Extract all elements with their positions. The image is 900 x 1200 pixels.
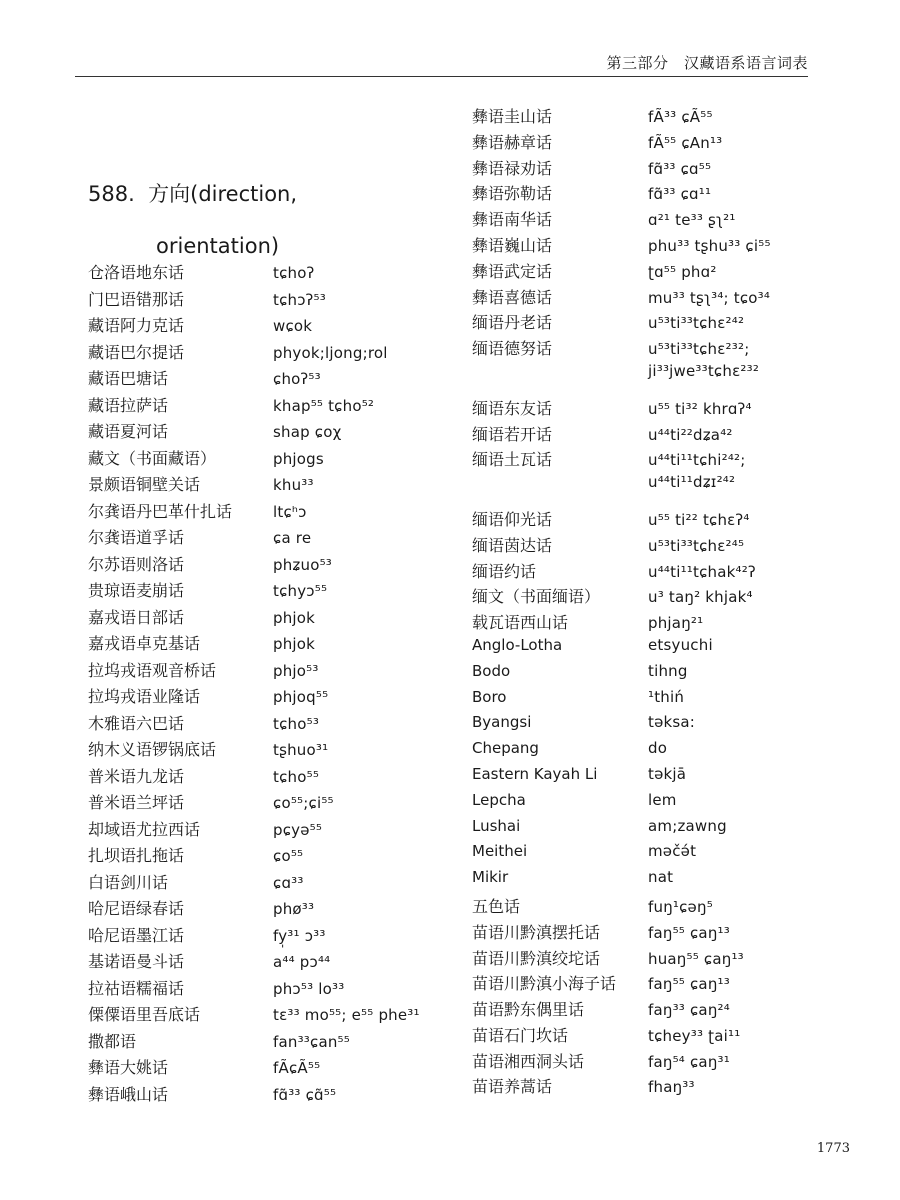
- language-name: Anglo-Lotha: [472, 635, 563, 654]
- language-name: 彝语圭山话: [472, 107, 553, 126]
- entry-row: [472, 662, 852, 688]
- language-name: 仓洛语地东话: [88, 263, 185, 282]
- language-name: 哈尼语绿春话: [88, 899, 185, 918]
- word-form: khu³³: [273, 476, 314, 494]
- entry-row: [472, 636, 852, 662]
- language-name: 拉坞戎语观音桥话: [88, 660, 217, 680]
- entry-row: [88, 658, 458, 685]
- entry-row: [472, 997, 852, 1023]
- language-name: 彝语巍山话: [472, 235, 553, 255]
- language-name: 苗语黔东偶里话: [472, 1000, 585, 1020]
- language-name: 拉祜语糯福话: [88, 978, 185, 998]
- language-name: Lushai: [472, 816, 521, 835]
- entry-row: [472, 1023, 852, 1049]
- section-title-line-1: [88, 168, 418, 220]
- entry-row: [88, 711, 458, 738]
- language-name: 缅语东友话: [472, 398, 553, 418]
- section-title-line-2: orientation): [156, 234, 280, 258]
- section-title: [88, 168, 418, 272]
- language-name: 藏语夏河话: [88, 422, 169, 441]
- entry-row: [472, 507, 852, 533]
- word-form: tɕhey³³ ʈai¹¹: [648, 1026, 741, 1045]
- word-form: u⁵⁵ ti²² tɕhɛʔ⁴: [648, 510, 750, 529]
- entry-row: [88, 366, 458, 393]
- section-title-text: 方向(direction,: [148, 182, 298, 206]
- word-form: tɛ³³ mo⁵⁵; e⁵⁵ phe³¹: [273, 1006, 420, 1024]
- language-name: 载瓦语西山话: [472, 613, 569, 633]
- language-name: 苗语川黔滇摆托话: [472, 922, 601, 942]
- word-form: təksa:: [648, 713, 696, 732]
- word-form: u⁵⁵ ti³² khrɑʔ⁴: [648, 399, 752, 418]
- word-form: am;zawng: [648, 816, 727, 835]
- word-form: ltɕʰɔ: [273, 502, 307, 521]
- word-form: do: [648, 739, 668, 758]
- word-form: ji³³jwe³³tɕhɛ²³²: [648, 361, 760, 380]
- word-form: ɕo⁵⁵: [273, 847, 304, 865]
- word-form: fuŋ¹ɕəŋ⁵: [648, 897, 713, 916]
- word-form: ɕo⁵⁵;ɕi⁵⁵: [273, 794, 334, 812]
- language-name: 苗语川黔滇小海子话: [472, 974, 617, 994]
- word-form: phʑuo⁵³: [273, 555, 333, 574]
- language-name: 尔龚语丹巴革什扎话: [88, 501, 233, 521]
- entry-row: [472, 259, 852, 285]
- word-form: faŋ³³ ɕaŋ²⁴: [648, 1001, 730, 1020]
- running-header: 第三部分 汉藏语系语言词表: [606, 54, 808, 72]
- entry-row: [88, 1082, 458, 1109]
- entry-row: [472, 817, 852, 843]
- right-column: [472, 104, 852, 1100]
- entry-row: [88, 1002, 458, 1029]
- language-name: 却域语尤拉西话: [88, 819, 201, 839]
- language-name: 彝语喜德话: [472, 287, 553, 307]
- entry-row: [88, 896, 458, 923]
- word-form: u⁵³ti³³tɕhɛ²⁴⁵: [648, 536, 745, 555]
- language-name: 藏语巴塘话: [88, 369, 169, 388]
- language-name: 彝语赫章话: [472, 132, 553, 152]
- word-form: phjoq⁵⁵: [273, 688, 329, 706]
- entry-row: [88, 923, 458, 950]
- entry-row: [88, 764, 458, 791]
- language-name: 门巴语错那话: [88, 289, 185, 309]
- word-form: tɕhyɔ⁵⁵: [273, 582, 328, 600]
- language-name: 贵琼语麦崩话: [88, 581, 185, 600]
- word-form: wɕok: [273, 317, 313, 335]
- entry-row: [472, 130, 852, 156]
- word-form: fÃɕÃ⁵⁵: [273, 1059, 321, 1077]
- language-name: 缅文（书面缅语）: [472, 587, 601, 607]
- language-name: 缅语约话: [472, 561, 537, 581]
- entry-row: [88, 631, 458, 658]
- word-form: faŋ⁵⁵ ɕaŋ¹³: [648, 975, 730, 994]
- language-name: 景颇语铜壁关话: [88, 475, 201, 494]
- word-form: u⁴⁴ti²²dʑa⁴²: [648, 425, 733, 444]
- language-name: 尔苏语则洛话: [88, 554, 185, 574]
- entry-row: [472, 181, 852, 207]
- entry-row: [88, 419, 458, 446]
- header-rule: [75, 76, 808, 77]
- word-form: ɕa re: [273, 529, 312, 547]
- word-form: fɑ̃³³ ɕɑ̃⁵⁵: [273, 1085, 337, 1104]
- word-form: fÃ⁵⁵ ɕAn¹³: [648, 133, 723, 152]
- word-form: phjogs: [273, 449, 324, 468]
- language-name: Eastern Kayah Li: [472, 764, 598, 783]
- entry-row: [472, 559, 852, 585]
- entry-row: [472, 207, 852, 233]
- entry-row: [88, 737, 458, 764]
- language-name: 拉坞戎语业隆话: [88, 687, 201, 706]
- language-name: 五色话: [472, 896, 521, 916]
- word-form: tɕhoʔ: [273, 264, 315, 282]
- language-name: 彝语峨山话: [88, 1084, 169, 1104]
- language-name: 撒都语: [88, 1031, 137, 1051]
- word-form: huaŋ⁵⁵ ɕaŋ¹³: [648, 949, 744, 968]
- word-form: phjok: [273, 608, 316, 627]
- entry-row: [88, 790, 458, 817]
- language-name: 白语剑川话: [88, 872, 169, 892]
- word-form: mu³³ tʂʅ³⁴; tɕo³⁴: [648, 288, 771, 307]
- language-name: 彝语南华话: [472, 210, 553, 230]
- entry-row: [472, 533, 852, 559]
- language-name: 缅语土瓦话: [472, 450, 553, 470]
- entry-row: [472, 868, 852, 894]
- language-name: Meithei: [472, 842, 528, 861]
- entry-row: [88, 976, 458, 1003]
- entry-row: [88, 340, 458, 367]
- language-name: Mikir: [472, 868, 509, 887]
- word-form: a⁴⁴ pɔ⁴⁴: [273, 953, 331, 971]
- language-name: Byangsi: [472, 713, 532, 732]
- entry-row: [88, 870, 458, 897]
- entry-row: [472, 1049, 852, 1075]
- entry-row: [88, 313, 458, 340]
- language-name: 彝语大姚话: [88, 1058, 169, 1077]
- word-form: faŋ⁵⁵ ɕaŋ¹³: [648, 923, 730, 942]
- word-form: tihng: [648, 661, 688, 680]
- entry-row: [88, 1055, 458, 1082]
- entry-row: [88, 949, 458, 976]
- language-name: Boro: [472, 687, 507, 706]
- language-name: 苗语石门坎话: [472, 1025, 569, 1045]
- word-form: məčə́t: [648, 842, 697, 861]
- entry-row: [88, 499, 458, 526]
- page-number: 1773: [816, 1141, 850, 1156]
- entry-row: [88, 472, 458, 499]
- word-form: phjo⁵³: [273, 661, 319, 680]
- entry-row: [472, 584, 852, 610]
- language-name: 傈僳语里吾底话: [88, 1005, 201, 1024]
- entry-row: [472, 285, 852, 311]
- word-form: tʂhuo³¹: [273, 741, 329, 759]
- word-form: phu³³ tʂhu³³ ɕi⁵⁵: [648, 236, 771, 255]
- word-form: ɕɑ³³: [273, 873, 304, 892]
- word-form: tɕho⁵⁵: [273, 767, 320, 786]
- language-name: 木雅语六巴话: [88, 713, 185, 733]
- language-name: 缅语丹老话: [472, 313, 553, 333]
- language-name: 嘉戎语日部话: [88, 607, 185, 627]
- word-form: tɕhɔʔ⁵³: [273, 290, 326, 309]
- entry-row: [472, 233, 852, 259]
- entry-row: [88, 446, 458, 473]
- word-form: tɕho⁵³: [273, 714, 320, 733]
- word-form: phø³³: [273, 900, 315, 918]
- word-form: u⁴⁴ti¹¹tɕhi²⁴²;: [648, 451, 746, 470]
- entry-row: [472, 310, 852, 336]
- word-form: fɑ̃³³ ɕɑ⁵⁵: [648, 159, 712, 178]
- language-name: 藏语拉萨话: [88, 395, 169, 415]
- left-column: [88, 260, 458, 1108]
- section-number: 588.: [88, 182, 135, 206]
- language-name: 缅语若开话: [472, 424, 553, 444]
- word-form: etsyuchi: [648, 635, 713, 654]
- entry-row: [472, 473, 852, 499]
- word-form: phyok;ljong;rol: [273, 343, 388, 362]
- word-form: fhaŋ³³: [648, 1078, 695, 1097]
- language-name: 尔龚语道孚话: [88, 528, 185, 547]
- language-name: 藏语巴尔提话: [88, 342, 185, 362]
- entry-row: [472, 362, 852, 388]
- word-form: lem: [648, 790, 677, 809]
- entry-row: [88, 578, 458, 605]
- entry-row: [472, 610, 852, 636]
- word-form: u⁵³ti³³tɕhɛ²³²;: [648, 340, 750, 359]
- entry-row: [88, 1029, 458, 1056]
- word-form: pɕyə⁵⁵: [273, 820, 323, 839]
- word-form: ʈɑ⁵⁵ phɑ²: [648, 262, 717, 281]
- word-form: ɕhoʔ⁵³: [273, 370, 321, 388]
- language-name: 藏文（书面藏语）: [88, 448, 217, 468]
- entry-row: [472, 422, 852, 448]
- entry-row: [88, 260, 458, 287]
- language-name: 藏语阿力克话: [88, 316, 185, 335]
- entry-row: [472, 447, 852, 473]
- entry-row: [472, 971, 852, 997]
- word-form: phjok: [273, 635, 316, 653]
- word-form: khap⁵⁵ tɕho⁵²: [273, 396, 375, 415]
- language-name: 彝语弥勒话: [472, 184, 553, 204]
- entry-row: [88, 393, 458, 420]
- entry-row: [472, 156, 852, 182]
- entry-row: [472, 894, 852, 920]
- language-name: Lepcha: [472, 790, 526, 809]
- language-name: 苗语川黔滇绞坨话: [472, 948, 601, 968]
- word-form: təkjā: [648, 764, 687, 783]
- word-form: shap ɕoχ: [273, 423, 342, 441]
- word-form: fÃ³³ ɕÃ⁵⁵: [648, 108, 713, 126]
- entry-row: [472, 946, 852, 972]
- word-form: ¹thiń: [648, 687, 685, 706]
- word-form: fɑ̃³³ ɕɑ¹¹: [648, 185, 712, 204]
- entry-row: [88, 843, 458, 870]
- word-form: phɔ⁵³ lo³³: [273, 979, 345, 998]
- language-name: 彝语禄劝话: [472, 158, 553, 178]
- language-name: 苗语湘西洞头话: [472, 1051, 585, 1071]
- entry-row: [472, 791, 852, 817]
- language-name: 嘉戎语卓克基话: [88, 634, 201, 653]
- word-form: u⁵³ti³³tɕhɛ²⁴²: [648, 314, 745, 333]
- entry-row: [472, 739, 852, 765]
- entry-row: [88, 684, 458, 711]
- word-form: fy̩³¹ ɔ³³: [273, 926, 326, 945]
- entry-row: [472, 713, 852, 739]
- entry-row: [88, 605, 458, 632]
- language-name: 纳木义语锣锅底话: [88, 740, 217, 759]
- entry-row: [88, 525, 458, 552]
- language-name: 普米语兰坪话: [88, 793, 185, 812]
- entry-row: [472, 104, 852, 130]
- language-name: Chepang: [472, 739, 539, 758]
- entry-row: [88, 287, 458, 314]
- word-form: nat: [648, 868, 674, 887]
- word-form: u³ taŋ² khjak⁴: [648, 588, 753, 607]
- language-name: 普米语九龙话: [88, 766, 185, 786]
- language-name: Bodo: [472, 661, 511, 680]
- language-name: 基诺语曼斗话: [88, 952, 185, 971]
- language-name: 扎坝语扎拖话: [88, 846, 185, 865]
- language-name: 缅语德努话: [472, 339, 553, 359]
- entry-row: [472, 688, 852, 714]
- language-name: 彝语武定话: [472, 261, 553, 281]
- entry-row: [472, 396, 852, 422]
- entry-row: [472, 336, 852, 362]
- word-form: u⁴⁴ti¹¹tɕhak⁴²ʔ: [648, 562, 756, 581]
- word-form: phjaŋ²¹: [648, 614, 704, 633]
- language-name: 苗语养蒿话: [472, 1077, 553, 1097]
- entry-row: [88, 817, 458, 844]
- word-form: faŋ⁵⁴ ɕaŋ³¹: [648, 1052, 730, 1071]
- language-name: 哈尼语墨江话: [88, 925, 185, 945]
- entry-row: [472, 1074, 852, 1100]
- word-form: fan³³ɕan⁵⁵: [273, 1032, 350, 1051]
- entry-row: [88, 552, 458, 579]
- entry-row: [472, 765, 852, 791]
- entry-row: [472, 842, 852, 868]
- language-name: 缅语茵达话: [472, 535, 553, 555]
- entry-row: [472, 920, 852, 946]
- word-form: ɑ²¹ te³³ ʂʅ²¹: [648, 211, 736, 230]
- word-form: u⁴⁴ti¹¹dʑɪ²⁴²: [648, 473, 736, 492]
- language-name: 缅语仰光话: [472, 509, 553, 529]
